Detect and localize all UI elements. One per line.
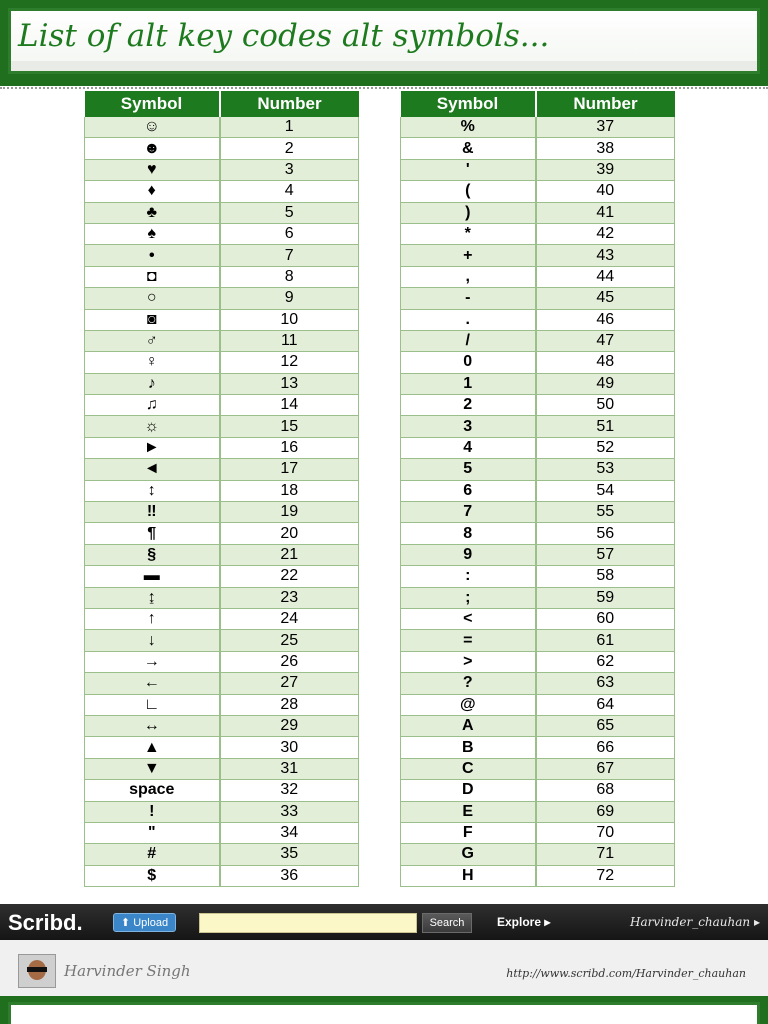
number-cell: 26	[220, 651, 359, 672]
number-cell: 64	[536, 694, 675, 715]
symbol-cell: ♀	[85, 352, 220, 373]
table-row	[85, 202, 359, 223]
symbol-cell: ,	[401, 266, 536, 287]
symbol-cell: ↔	[85, 715, 220, 736]
profile-url[interactable]: http://www.scribd.com/Harvinder_chauhan	[506, 967, 746, 980]
number-cell: 60	[536, 608, 675, 629]
table-row	[401, 181, 675, 202]
table-row	[85, 159, 359, 180]
table-row	[85, 566, 359, 587]
explore-menu[interactable]: Explore ▸	[497, 915, 551, 929]
table-row	[85, 737, 359, 758]
number-cell: 4	[220, 181, 359, 202]
number-cell: 67	[536, 758, 675, 779]
table-row	[85, 844, 359, 865]
table-row	[401, 737, 675, 758]
number-cell: 66	[536, 737, 675, 758]
table-row	[85, 822, 359, 843]
table-row	[401, 758, 675, 779]
number-cell: 17	[220, 459, 359, 480]
search-button[interactable]: Search	[422, 913, 472, 933]
symbol-cell: B	[401, 737, 536, 758]
symbol-cell: =	[401, 630, 536, 651]
symbol-cell: space	[85, 780, 220, 801]
number-cell: 20	[220, 523, 359, 544]
number-cell: 50	[536, 395, 675, 416]
symbol-cell: D	[401, 780, 536, 801]
table-row	[401, 523, 675, 544]
symbol-cell: §	[85, 544, 220, 565]
column-header-symbol: Symbol	[85, 91, 220, 117]
symbol-cell: ☼	[85, 416, 220, 437]
title-banner-shade	[11, 61, 757, 71]
upload-button[interactable]	[113, 913, 176, 932]
symbol-cell: &	[401, 138, 536, 159]
profile-name[interactable]: Harvinder Singh	[64, 962, 191, 980]
alt-codes-table-left	[84, 91, 359, 887]
table-row	[401, 715, 675, 736]
number-cell: 45	[536, 288, 675, 309]
symbol-cell: 0	[401, 352, 536, 373]
symbol-cell: +	[401, 245, 536, 266]
number-cell: 34	[220, 822, 359, 843]
table-row	[85, 395, 359, 416]
symbol-cell: ▼	[85, 758, 220, 779]
table-row	[85, 373, 359, 394]
symbol-cell: ◄	[85, 459, 220, 480]
table-row	[85, 181, 359, 202]
number-cell: 47	[536, 330, 675, 351]
table-row	[85, 502, 359, 523]
symbol-cell: @	[401, 694, 536, 715]
symbol-cell: .	[401, 309, 536, 330]
alt-codes-table-right-body	[401, 117, 675, 887]
table-row	[401, 245, 675, 266]
table-row	[401, 138, 675, 159]
number-cell: 35	[220, 844, 359, 865]
next-page-banner	[0, 996, 768, 1024]
number-cell: 12	[220, 352, 359, 373]
symbol-cell: -	[401, 288, 536, 309]
table-row	[85, 288, 359, 309]
symbol-cell: ►	[85, 437, 220, 458]
number-cell: 54	[536, 480, 675, 501]
symbol-cell: (	[401, 181, 536, 202]
number-cell: 70	[536, 822, 675, 843]
table-row	[401, 437, 675, 458]
table-row	[85, 865, 359, 886]
dotted-divider	[0, 84, 768, 89]
number-cell: 10	[220, 309, 359, 330]
number-cell: 68	[536, 780, 675, 801]
upload-label: Upload	[133, 917, 169, 929]
table-row	[401, 673, 675, 694]
symbol-cell: ∟	[85, 694, 220, 715]
number-cell: 36	[220, 865, 359, 886]
table-row	[85, 245, 359, 266]
table-row	[401, 373, 675, 394]
symbol-cell: ▬	[85, 566, 220, 587]
symbol-cell: 8	[401, 523, 536, 544]
number-cell: 25	[220, 630, 359, 651]
table-row	[401, 459, 675, 480]
number-cell: 56	[536, 523, 675, 544]
symbol-cell: 5	[401, 459, 536, 480]
table-row	[85, 758, 359, 779]
symbol-cell: %	[401, 117, 536, 138]
column-header-symbol: Symbol	[401, 91, 536, 117]
symbol-cell: ☻	[85, 138, 220, 159]
symbol-cell: ♥	[85, 159, 220, 180]
table-row	[85, 544, 359, 565]
number-cell: 7	[220, 245, 359, 266]
symbol-cell: ↑	[85, 608, 220, 629]
number-cell: 11	[220, 330, 359, 351]
symbol-cell: E	[401, 801, 536, 822]
scribd-toolbar	[0, 904, 768, 940]
symbol-cell: ♂	[85, 330, 220, 351]
table-row	[401, 822, 675, 843]
symbol-cell: ↕	[85, 480, 220, 501]
number-cell: 69	[536, 801, 675, 822]
number-cell: 5	[220, 202, 359, 223]
table-row	[85, 780, 359, 801]
symbol-cell: ◙	[85, 309, 220, 330]
symbol-cell: ◘	[85, 266, 220, 287]
table-row	[401, 694, 675, 715]
table-row	[401, 330, 675, 351]
symbol-cell: <	[401, 608, 536, 629]
table-row	[85, 715, 359, 736]
table-row	[401, 395, 675, 416]
number-cell: 53	[536, 459, 675, 480]
symbol-cell: C	[401, 758, 536, 779]
number-cell: 38	[536, 138, 675, 159]
table-row	[401, 544, 675, 565]
symbol-cell: 9	[401, 544, 536, 565]
profile-bar	[0, 940, 768, 997]
symbol-cell: ♦	[85, 181, 220, 202]
table-row	[85, 330, 359, 351]
table-row	[85, 437, 359, 458]
symbol-cell: ←	[85, 673, 220, 694]
number-cell: 8	[220, 266, 359, 287]
number-cell: 33	[220, 801, 359, 822]
number-cell: 62	[536, 651, 675, 672]
symbol-cell: 2	[401, 395, 536, 416]
number-cell: 28	[220, 694, 359, 715]
table-row	[401, 480, 675, 501]
table-row	[85, 459, 359, 480]
symbol-cell: ♣	[85, 202, 220, 223]
table-row	[85, 138, 359, 159]
table-row	[401, 651, 675, 672]
table-row	[401, 117, 675, 138]
upload-icon: ⬆	[120, 917, 134, 929]
number-cell: 31	[220, 758, 359, 779]
symbol-cell: 3	[401, 416, 536, 437]
table-row	[401, 159, 675, 180]
symbol-cell: !	[85, 801, 220, 822]
symbol-cell: >	[401, 651, 536, 672]
next-page-banner-frame	[8, 1002, 760, 1024]
number-cell: 6	[220, 223, 359, 244]
title-banner	[0, 0, 768, 86]
number-cell: 16	[220, 437, 359, 458]
table-row	[401, 502, 675, 523]
table-row	[401, 309, 675, 330]
number-cell: 3	[220, 159, 359, 180]
symbol-cell: F	[401, 822, 536, 843]
number-cell: 46	[536, 309, 675, 330]
symbol-cell: $	[85, 865, 220, 886]
table-row	[401, 608, 675, 629]
table-row	[85, 673, 359, 694]
number-cell: 30	[220, 737, 359, 758]
symbol-cell: 4	[401, 437, 536, 458]
table-row	[401, 630, 675, 651]
alt-codes-table-left-body	[85, 117, 359, 887]
number-cell: 57	[536, 544, 675, 565]
symbol-cell: '	[401, 159, 536, 180]
table-row	[85, 801, 359, 822]
number-cell: 71	[536, 844, 675, 865]
table-row	[85, 587, 359, 608]
number-cell: 24	[220, 608, 359, 629]
number-cell: 61	[536, 630, 675, 651]
number-cell: 63	[536, 673, 675, 694]
symbol-cell: •	[85, 245, 220, 266]
symbol-cell: ↨	[85, 587, 220, 608]
number-cell: 40	[536, 181, 675, 202]
symbol-cell: ☺	[85, 117, 220, 138]
number-cell: 22	[220, 566, 359, 587]
symbol-cell: ↓	[85, 630, 220, 651]
column-header-number: Number	[536, 91, 675, 117]
table-row	[85, 651, 359, 672]
number-cell: 39	[536, 159, 675, 180]
number-cell: 14	[220, 395, 359, 416]
symbol-cell: ¶	[85, 523, 220, 544]
symbol-cell: "	[85, 822, 220, 843]
table-row	[85, 608, 359, 629]
table-row	[401, 566, 675, 587]
table-row	[85, 223, 359, 244]
number-cell: 13	[220, 373, 359, 394]
symbol-cell: :	[401, 566, 536, 587]
number-cell: 48	[536, 352, 675, 373]
number-cell: 23	[220, 587, 359, 608]
number-cell: 42	[536, 223, 675, 244]
symbol-cell: ♪	[85, 373, 220, 394]
number-cell: 15	[220, 416, 359, 437]
number-cell: 2	[220, 138, 359, 159]
scribd-logo[interactable]: Scribd.	[8, 910, 83, 935]
number-cell: 18	[220, 480, 359, 501]
table-row	[401, 865, 675, 886]
table-row	[85, 416, 359, 437]
number-cell: 21	[220, 544, 359, 565]
symbol-cell: 1	[401, 373, 536, 394]
table-row	[401, 202, 675, 223]
table-row	[85, 117, 359, 138]
table-row	[401, 844, 675, 865]
table-row	[401, 288, 675, 309]
symbol-cell: A	[401, 715, 536, 736]
number-cell: 51	[536, 416, 675, 437]
number-cell: 41	[536, 202, 675, 223]
table-row	[401, 780, 675, 801]
search-input[interactable]	[199, 913, 417, 933]
number-cell: 32	[220, 780, 359, 801]
table-row	[401, 352, 675, 373]
symbol-cell: /	[401, 330, 536, 351]
symbol-cell: ;	[401, 587, 536, 608]
table-row	[85, 309, 359, 330]
symbol-cell: ?	[401, 673, 536, 694]
table-row	[401, 587, 675, 608]
number-cell: 65	[536, 715, 675, 736]
number-cell: 19	[220, 502, 359, 523]
number-cell: 43	[536, 245, 675, 266]
number-cell: 58	[536, 566, 675, 587]
number-cell: 59	[536, 587, 675, 608]
number-cell: 1	[220, 117, 359, 138]
number-cell: 37	[536, 117, 675, 138]
table-row	[85, 480, 359, 501]
table-row	[401, 223, 675, 244]
table-row	[401, 416, 675, 437]
number-cell: 29	[220, 715, 359, 736]
symbol-cell: ‼	[85, 502, 220, 523]
table-row	[85, 523, 359, 544]
symbol-cell: )	[401, 202, 536, 223]
number-cell: 72	[536, 865, 675, 886]
table-row	[85, 630, 359, 651]
table-row	[85, 352, 359, 373]
symbol-cell: ○	[85, 288, 220, 309]
number-cell: 49	[536, 373, 675, 394]
table-row	[401, 266, 675, 287]
number-cell: 44	[536, 266, 675, 287]
avatar-glasses	[27, 967, 47, 972]
number-cell: 55	[536, 502, 675, 523]
symbol-cell: *	[401, 223, 536, 244]
table-row	[85, 266, 359, 287]
symbol-cell: 6	[401, 480, 536, 501]
symbol-cell: ♫	[85, 395, 220, 416]
column-header-number: Number	[220, 91, 359, 117]
symbol-cell: H	[401, 865, 536, 886]
symbol-cell: G	[401, 844, 536, 865]
number-cell: 52	[536, 437, 675, 458]
symbol-cell: →	[85, 651, 220, 672]
number-cell: 27	[220, 673, 359, 694]
symbol-cell: 7	[401, 502, 536, 523]
symbol-cell: ♠	[85, 223, 220, 244]
number-cell: 9	[220, 288, 359, 309]
table-row	[401, 801, 675, 822]
user-menu[interactable]: Harvinder_chauhan ▸	[629, 915, 760, 929]
avatar[interactable]	[18, 954, 56, 988]
symbol-cell: #	[85, 844, 220, 865]
table-row	[85, 694, 359, 715]
symbol-cell: ▲	[85, 737, 220, 758]
alt-codes-table-right	[400, 91, 675, 887]
page-title: List of alt key codes alt symbols...	[18, 18, 550, 54]
